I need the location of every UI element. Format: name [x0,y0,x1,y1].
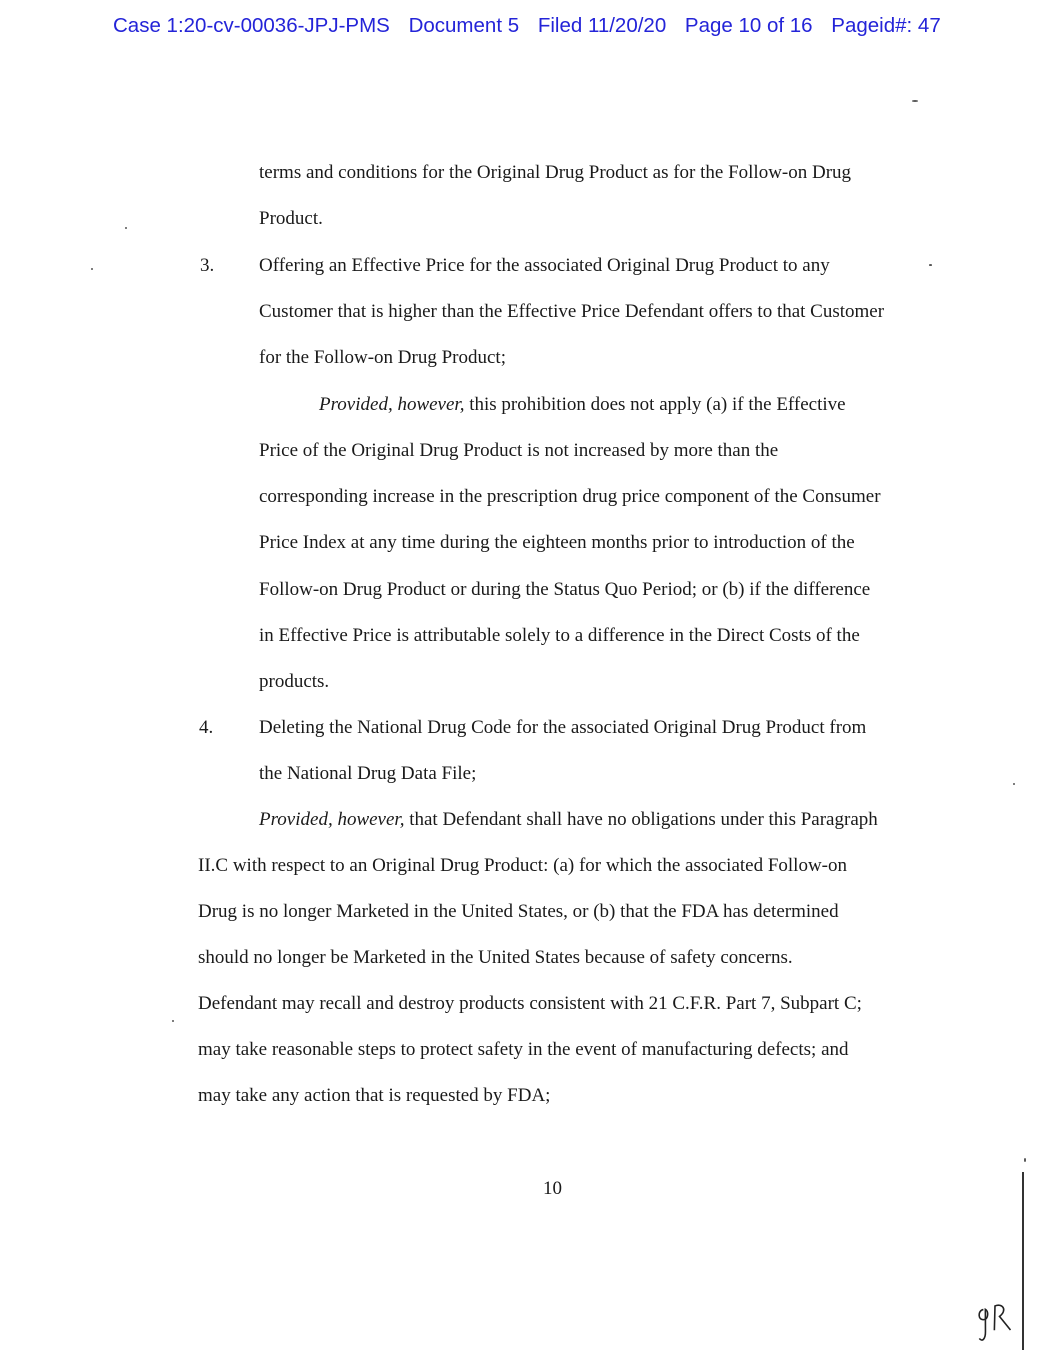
body-line: in Effective Price is attributable solely to a difference in the Direct Costs of the [259,625,860,646]
scan-speck [1024,1158,1026,1162]
body-line: products. [259,671,330,692]
proviso-line: Provided, however, this prohibition does not apply (a) if the Effective [319,394,846,415]
body-line: Price Index at any time during the eighteen months prior to introduction of the [259,532,855,553]
proviso-italic: Provided, however, [319,394,465,415]
item-number: 4. [199,717,214,738]
body-line: the National Drug Data File; [259,763,477,784]
body-line: Customer that is higher than the Effective Price Defendant offers to that Customer [259,301,885,322]
proviso-italic: Provided, however, [259,809,405,830]
scan-speck [91,268,93,270]
scan-speck [125,227,127,229]
body-line: Follow-on Drug Product or during the Status Quo Period; or (b) if the difference [259,579,871,600]
body-line: Product. [259,208,323,229]
scan-speck [912,100,918,102]
filed-date: Filed 11/20/20 [537,14,667,37]
body-line: Defendant may recall and destroy products consistent with 21 C.F.R. Part 7, Subpart C; [198,993,862,1014]
margin-rule [1022,1172,1024,1350]
body-line: Price of the Original Drug Product is not increased by more than the [259,440,779,461]
scan-speck [172,1020,174,1022]
handwritten-initials [972,1297,1019,1357]
page-indicator: Page 10 of 16 [684,14,813,37]
scan-speck [929,264,932,266]
page-id: Pageid#: 47 [831,14,941,37]
proviso-line: Provided, however, that Defendant shall have no obligations under this Paragraph [259,809,878,830]
page-number: 10 [543,1178,562,1199]
court-filing-header [113,14,1035,38]
body-line: terms and conditions for the Original Drug Product as for the Follow-on Drug [259,162,852,183]
document-number: Document 5 [408,14,520,37]
body-line: Drug is no longer Marketed in the United States, or (b) that the FDA has determined [198,901,839,922]
body-line: Deleting the National Drug Code for the associated Original Drug Product from [259,717,867,738]
case-number: Case 1:20-cv-00036-JPJ-PMS [113,14,390,37]
body-line: may take any action that is requested by FDA; [198,1085,551,1106]
initials-signature-icon [972,1297,1018,1348]
body-line: II.C with respect to an Original Drug Product: (a) for which the associated Follow-on [198,855,848,876]
body-line: for the Follow-on Drug Product; [259,347,506,368]
body-line: Offering an Effective Price for the associated Original Drug Product to any [259,255,830,276]
body-line: corresponding increase in the prescription drug price component of the Consumer [259,486,881,507]
item-number: 3. [200,255,215,276]
body-line: may take reasonable steps to protect safety in the event of manufacturing defects; and [198,1039,849,1060]
body-line: should no longer be Marketed in the United States because of safety concerns. [198,947,793,968]
scan-speck [1013,783,1015,785]
